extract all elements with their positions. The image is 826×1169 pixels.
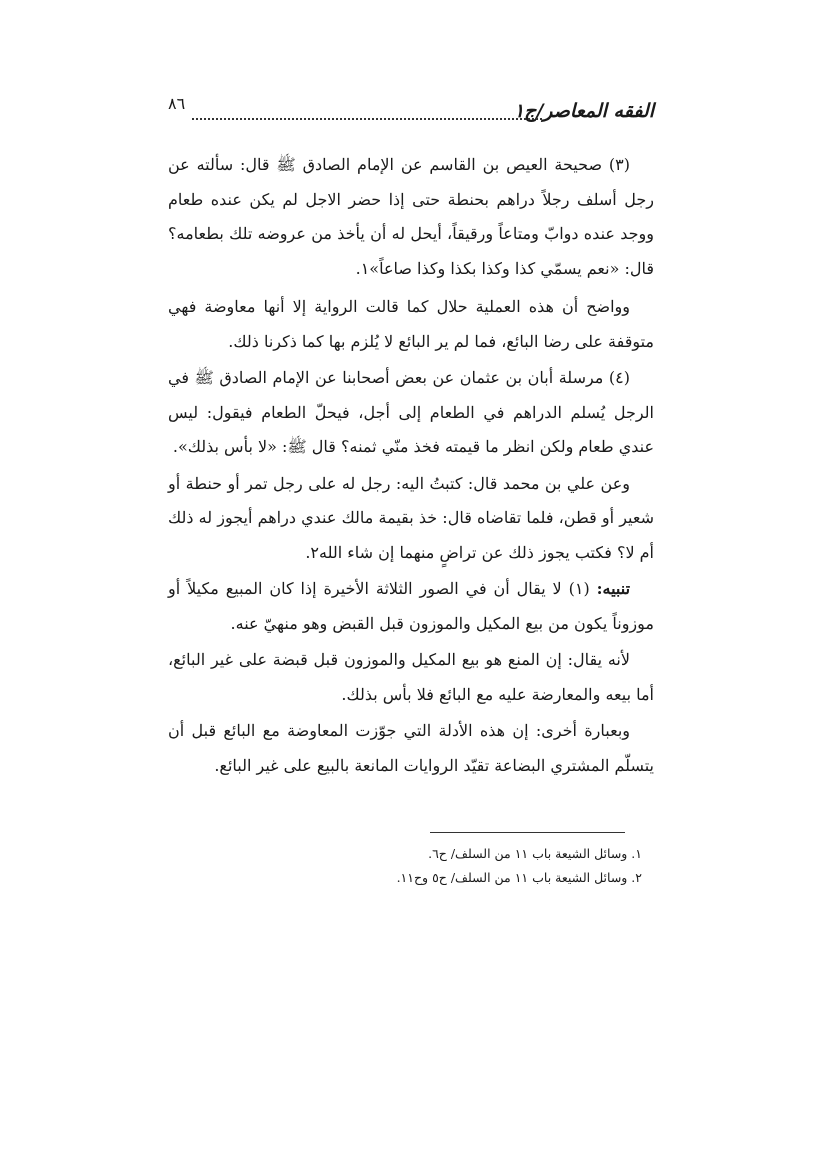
- footnote-2: ٢. وسائل الشيعة باب ١١ من السلف/ ح٥ وح١١.: [396, 870, 642, 885]
- notice-text: (١) لا يقال أن في الصور الثلاثة الأخيرة إذا كان المبيع مكيلاً أو موزوناً يكون من بيع المكيل والموزون قبل القبض وهو منهيّ عنه.: [168, 579, 654, 633]
- paragraph-ali-bin-muhammad: وعن علي بن محمد قال: كتبتُ اليه: رجل له على رجل تمر أو حنطة أو شعير أو قطن، فلما تقاضاه قال: خذ بقيمة مالك عندي دراهم أيجوز له ذلك أم لا؟ فكتب يجوز ذلك عن تراضٍ منهما إن شاء الله٢.: [168, 473, 654, 562]
- notice-label: تنبيه:: [596, 579, 631, 598]
- paragraph-notice: [168, 572, 654, 641]
- paragraph-sahiha-al-ays: (٣) صحيحة العيص بن القاسم عن الإمام الصادق ﷺ قال: سألته عن رجل أسلف رجلاً دراهم بحنطة حتى إذا حضر الاجل لم يكن عنده طعام ووجد عنده دوابّ ومتاعاً ورقيقاً، أيحل له أن يأخذ من عروضه تلك بطعامه؟ قال: «نعم يسمّي كذا وكذا بكذا وكذا صاعاً»١.: [168, 155, 654, 278]
- paragraph-in-other-words: وبعبارة أخرى: إن هذه الأدلة التي جوّزت المعاوضة مع البائع قبل أن يتسلّم المشتري البضاعة تقيّد الروايات المانعة بالبيع على غير البائع.: [168, 721, 654, 775]
- page-number: ٨٦: [168, 94, 186, 113]
- running-header: [168, 92, 654, 126]
- footnote-separator: [430, 832, 625, 833]
- paragraph-mursala-aban: (٤) مرسلة أبان بن عثمان عن بعض أصحابنا عن الإمام الصادق ﷺ في الرجل يُسلم الدراهم في الطعام إلى أجل، فيحلّ الطعام فيقول: ليس عندي طعام ولكن انظر ما قيمته فخذ منّي ثمنه؟ قال ﷺ: «لا بأس بذلك».: [168, 368, 654, 456]
- paragraph-reply: لأنه يقال: إن المنع هو بيع المكيل والموزون قبل قبضة على غير البائع، أما بيعه والمعارضة عليه مع البائع فلا بأس بذلك.: [168, 650, 654, 704]
- footnotes: [320, 842, 654, 890]
- main-text: [168, 148, 654, 785]
- book-title: الفقه المعاصر/ج١: [513, 100, 654, 122]
- footnote-1: ١. وسائل الشيعة باب ١١ من السلف/ ح٦.: [428, 846, 642, 861]
- header-dotted-leader: [192, 118, 542, 120]
- paragraph-commentary: وواضح أن هذه العملية حلال كما قالت الرواية إلا أنها معاوضة فهي متوقفة على رضا البائع، فما لم ير البائع لا يُلزم بها كما ذكرنا ذلك.: [168, 297, 654, 351]
